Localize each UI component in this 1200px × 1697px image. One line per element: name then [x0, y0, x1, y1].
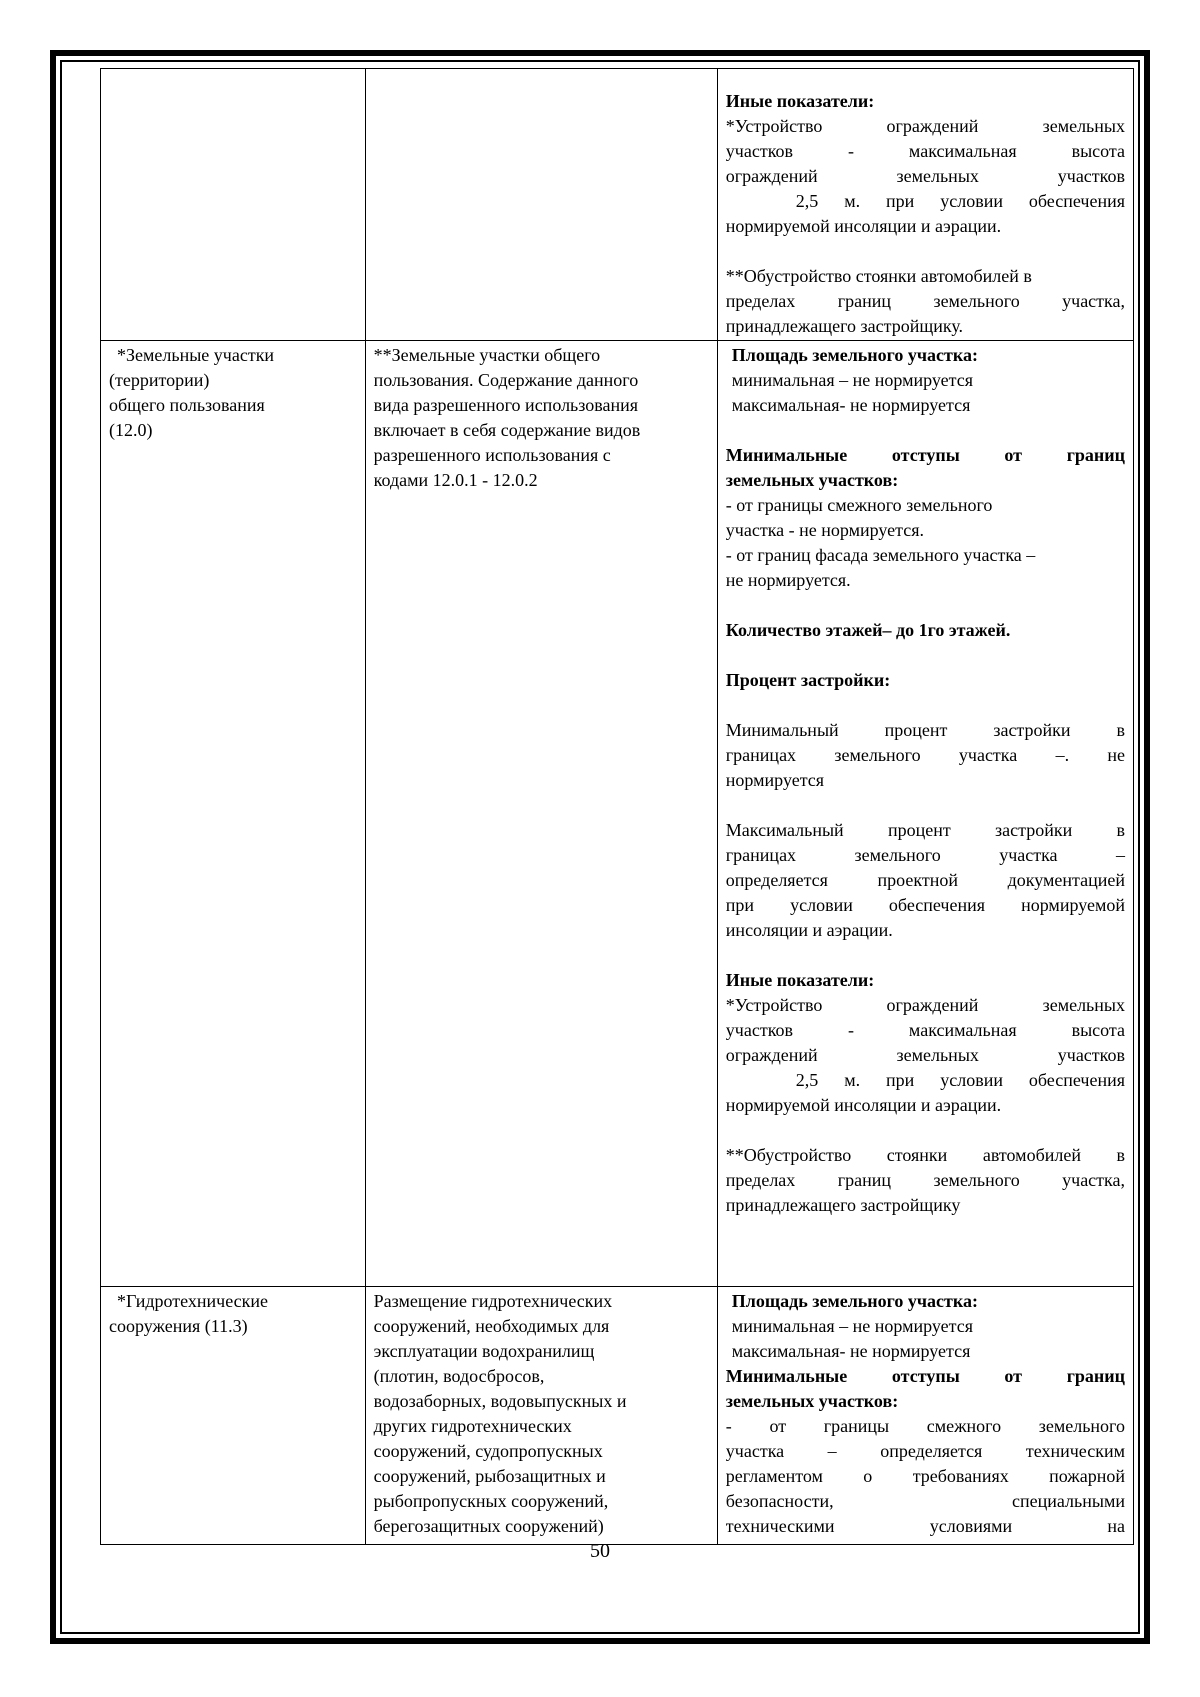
setbacks-title: Минимальные отступы от границ [725, 1366, 1125, 1386]
use-kind-line: сооружения (11.3) [109, 1316, 248, 1336]
spacer [726, 239, 1125, 264]
description-line: сооружений, рыбозащитных и [373, 1466, 606, 1486]
max-coverage-line: инсоляции и аэрации. [725, 920, 893, 940]
parameters-cell [717, 1287, 1133, 1545]
spacer [726, 593, 1125, 618]
area-min: минимальная – не нормируется [731, 370, 973, 390]
description-line: пользования. Содержание данного [373, 370, 639, 390]
description-line: (плотин, водосбросов, [373, 1366, 545, 1386]
use-kind-line: *Земельные участки [117, 345, 275, 365]
description-line: водозаборных, водовыпускных и [373, 1391, 627, 1411]
floors-text: Количество этажей– до 1го этажей. [725, 620, 1011, 640]
parking-text-line: пределах границ земельного участка, [725, 291, 1125, 311]
fence-text-line: нормируемой инсоляции и аэрации. [725, 216, 1002, 236]
setback-line: техническими условиями на [725, 1516, 1125, 1536]
setbacks-title: Минимальные отступы от границ [725, 445, 1125, 465]
max-coverage-line: Максимальный процент застройки в [725, 820, 1125, 840]
use-kind-line: общего пользования [109, 395, 265, 415]
area-title: Площадь земельного участка: [731, 1291, 978, 1311]
spacer [726, 1118, 1125, 1143]
description-line: кодами 12.0.1 - 12.0.2 [373, 470, 538, 490]
table-row [101, 341, 1134, 1287]
use-kind-cell [101, 341, 366, 1287]
parking-text-line: принадлежащего застройщику. [725, 316, 964, 336]
setback-line: - от границ фасада земельного участка – [725, 545, 1036, 565]
parking-text-line: принадлежащего застройщику [725, 1195, 961, 1215]
spacer [726, 943, 1125, 968]
spacer [726, 693, 1125, 718]
area-max: максимальная- не нормируется [731, 1341, 971, 1361]
description-line: рыбопропускных сооружений, [373, 1491, 609, 1511]
parameters-cell [717, 69, 1133, 341]
parking-text-line: **Обустройство стоянки автомобилей в [725, 266, 1032, 286]
description-line: включает в себя содержание видов [373, 420, 641, 440]
spacer [726, 643, 1125, 668]
setback-line: участка – определяется техническим [725, 1441, 1125, 1461]
description-line: вида разрешенного использования [373, 395, 639, 415]
setback-line: безопасности, специальными [725, 1491, 1125, 1511]
page-number: 50 [590, 1540, 610, 1562]
setback-line: - от границы смежного земельного [725, 1416, 1125, 1436]
description-line: **Земельные участки общего [373, 345, 601, 365]
coverage-title: Процент застройки: [725, 670, 891, 690]
description-line: берегозащитных сооружений) [373, 1516, 604, 1536]
regulations-table [100, 68, 1134, 1545]
other-indicators-title: Иные показатели: [725, 91, 875, 111]
spacer [726, 418, 1125, 443]
fence-text-line: ограждений земельных участков [725, 166, 1125, 186]
max-coverage-line: границах земельного участка – [725, 845, 1125, 865]
setbacks-title: земельных участков: [725, 1391, 899, 1411]
max-coverage-line: при условии обеспечения нормируемой [725, 895, 1125, 915]
use-kind-cell [101, 1287, 366, 1545]
use-description-cell [365, 341, 717, 1287]
max-coverage-line: определяется проектной документацией [725, 870, 1125, 890]
spacer [726, 793, 1125, 818]
use-kind-line: (территории) [109, 370, 210, 390]
fence-text-line: участков - максимальная высота [725, 1020, 1125, 1040]
other-indicators-title: Иные показатели: [725, 970, 875, 990]
fence-text-line: участков - максимальная высота [725, 141, 1125, 161]
area-max: максимальная- не нормируется [731, 395, 971, 415]
min-coverage-line: Минимальный процент застройки в [725, 720, 1125, 740]
description-line: разрешенного использования с [373, 445, 611, 465]
table-row [101, 1287, 1134, 1545]
setback-line: участка - не нормируется. [725, 520, 925, 540]
description-line: других гидротехнических [373, 1416, 572, 1436]
fence-text-line: 2,5 м. при условии обеспечения [795, 191, 1125, 211]
parking-text-line: **Обустройство стоянки автомобилей в [725, 1145, 1125, 1165]
description-line: Размещение гидротехнических [373, 1291, 613, 1311]
description-line: эксплуатации водохранилищ [373, 1341, 595, 1361]
use-description-cell [365, 1287, 717, 1545]
use-kind-line: (12.0) [109, 420, 153, 440]
use-kind-line: *Гидротехнические [117, 1291, 269, 1311]
fence-text-line: *Устройство ограждений земельных [725, 116, 1125, 136]
min-coverage-line: нормируется [725, 770, 825, 790]
parameters-cell [717, 341, 1133, 1287]
description-line: сооружений, судопропускных [373, 1441, 603, 1461]
setback-line: - от границы смежного земельного [725, 495, 993, 515]
fence-text-line: ограждений земельных участков [725, 1045, 1125, 1065]
fence-text-line: 2,5 м. при условии обеспечения [795, 1070, 1125, 1090]
setback-line: не нормируется. [725, 570, 851, 590]
fence-text-line: нормируемой инсоляции и аэрации. [725, 1095, 1002, 1115]
use-kind-cell [101, 69, 366, 341]
fence-text-line: *Устройство ограждений земельных [725, 995, 1125, 1015]
table-row [101, 69, 1134, 341]
area-title: Площадь земельного участка: [731, 345, 978, 365]
parking-text-line: пределах границ земельного участка, [725, 1170, 1125, 1190]
description-line: сооружений, необходимых для [373, 1316, 610, 1336]
setbacks-title: земельных участков: [725, 470, 899, 490]
setback-line: регламентом о требованиях пожарной [725, 1466, 1125, 1486]
min-coverage-line: границах земельного участка –. не [725, 745, 1125, 765]
use-description-cell [365, 69, 717, 341]
area-min: минимальная – не нормируется [731, 1316, 973, 1336]
